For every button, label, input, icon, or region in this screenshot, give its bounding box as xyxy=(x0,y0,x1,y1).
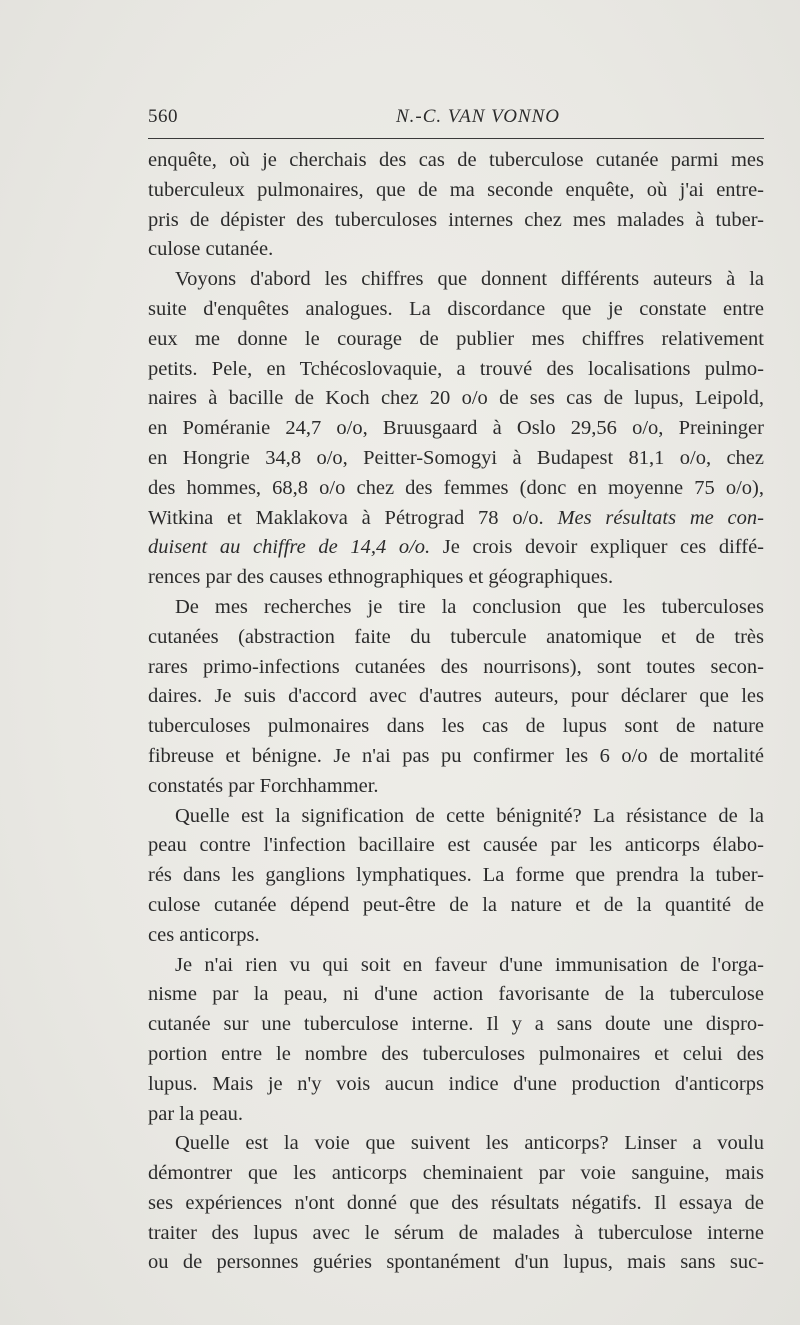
text-line: Quelle est la voie que suivent les anticorps? Linser a voulu xyxy=(175,1132,764,1155)
paragraph-2 xyxy=(148,265,764,593)
text-line: portion entre le nombre des tuberculoses pulmonaires et celui des xyxy=(148,1042,764,1065)
paragraph-6 xyxy=(148,1129,764,1278)
text-line: cutanée sur une tuberculose interne. Il y a sans doute une dispro- xyxy=(148,1013,764,1036)
text-line: daires. Je suis d'accord avec d'autres auteurs, pour déclarer que les xyxy=(148,685,764,708)
text-line: fibreuse et bénigne. Je n'ai pas pu confirmer les 6 o/o de mortalité xyxy=(148,744,764,767)
text-line: tuberculeux pulmonaires, que de ma seconde enquête, où j'ai entre- xyxy=(148,178,764,201)
paragraph-4 xyxy=(148,802,764,951)
text-line: traiter des lupus avec le sérum de malades à tuberculose interne xyxy=(148,1221,764,1244)
text-line: rés dans les ganglions lymphatiques. La forme que prendra la tuber- xyxy=(148,864,764,887)
page-number: 560 xyxy=(148,106,178,127)
text-line: tuberculoses pulmonaires dans les cas de lupus sont de nature xyxy=(148,715,764,738)
text-line: petits. Pele, en Tchécoslovaquie, a trouvé des localisations pulmo- xyxy=(148,357,764,380)
text-line: eux me donne le courage de publier mes chiffres relativement xyxy=(148,327,764,350)
text-line: ces anticorps. xyxy=(148,923,260,946)
text-line: Voyons d'abord les chiffres que donnent différents auteurs à la xyxy=(175,268,764,291)
text-line: lupus. Mais je n'y vois aucun indice d'une production d'anticorps xyxy=(148,1072,764,1095)
text-line: ses expériences n'ont donné que des résultats négatifs. Il essaya de xyxy=(148,1191,764,1214)
text-line: démontrer que les anticorps cheminaient par voie sanguine, mais xyxy=(148,1162,764,1185)
text-line: ou de personnes guéries spontanément d'un lupus, mais sans suc- xyxy=(148,1251,764,1274)
text-line-mixed xyxy=(148,533,764,563)
text-line: des hommes, 68,8 o/o chez des femmes (donc en moyenne 75 o/o), xyxy=(148,476,764,499)
text-line: Quelle est la signification de cette bénignité? La résistance de la xyxy=(175,804,764,827)
text-line: Je n'ai rien vu qui soit en faveur d'une immunisation de l'orga- xyxy=(175,953,764,976)
text-run: Witkina et Maklakova à Pétrograd 78 o/o. xyxy=(148,506,558,529)
text-line: constatés par Forchhammer. xyxy=(148,774,379,797)
text-line: naires à bacille de Koch chez 20 o/o de ses cas de lupus, Leipold, xyxy=(148,387,764,410)
header-rule xyxy=(148,138,764,139)
text-line: nisme par la peau, ni d'une action favorisante de la tuberculose xyxy=(148,983,764,1006)
body-text xyxy=(148,146,764,1278)
text-line: suite d'enquêtes analogues. La discordance que je constate entre xyxy=(148,297,764,320)
text-line: culose cutanée. xyxy=(148,238,274,261)
text-run: Je crois devoir expliquer ces diffé- xyxy=(430,536,764,559)
page-header xyxy=(148,98,762,132)
text-line: peau contre l'infection bacillaire est causée par les anticorps élabo- xyxy=(148,834,764,857)
text-line: en Hongrie 34,8 o/o, Peitter-Somogyi à Budapest 81,1 o/o, chez xyxy=(148,446,764,469)
text-line: enquête, où je cherchais des cas de tuberculose cutanée parmi mes xyxy=(148,149,764,171)
text-line: cutanées (abstraction faite du tubercule anatomique et de très xyxy=(148,625,764,648)
running-head: N.-C. VAN VONNO xyxy=(396,106,560,127)
text-line: De mes recherches je tire la conclusion que les tuberculoses xyxy=(175,595,764,618)
text-line: culose cutanée dépend peut-être de la nature et de la quantité de xyxy=(148,893,764,916)
italic-text-run: Mes résultats me con- xyxy=(557,506,764,529)
text-line: rares primo-infections cutanées des nourrisons), sont toutes secon- xyxy=(148,655,764,678)
text-line: par la peau. xyxy=(148,1102,244,1125)
text-line: rences par des causes ethnographiques et géographiques. xyxy=(148,566,614,589)
italic-text-run: duisent au chiffre de 14,4 o/o. xyxy=(148,536,431,559)
paragraph-5 xyxy=(148,951,764,1130)
text-line-mixed xyxy=(148,504,764,534)
text-line: en Poméranie 24,7 o/o, Bruusgaard à Oslo 29,56 o/o, Preininger xyxy=(148,417,764,440)
paragraph-1 xyxy=(148,146,764,265)
paragraph-3 xyxy=(148,593,764,802)
text-line: pris de dépister des tuberculoses internes chez mes malades à tuber- xyxy=(148,208,764,231)
